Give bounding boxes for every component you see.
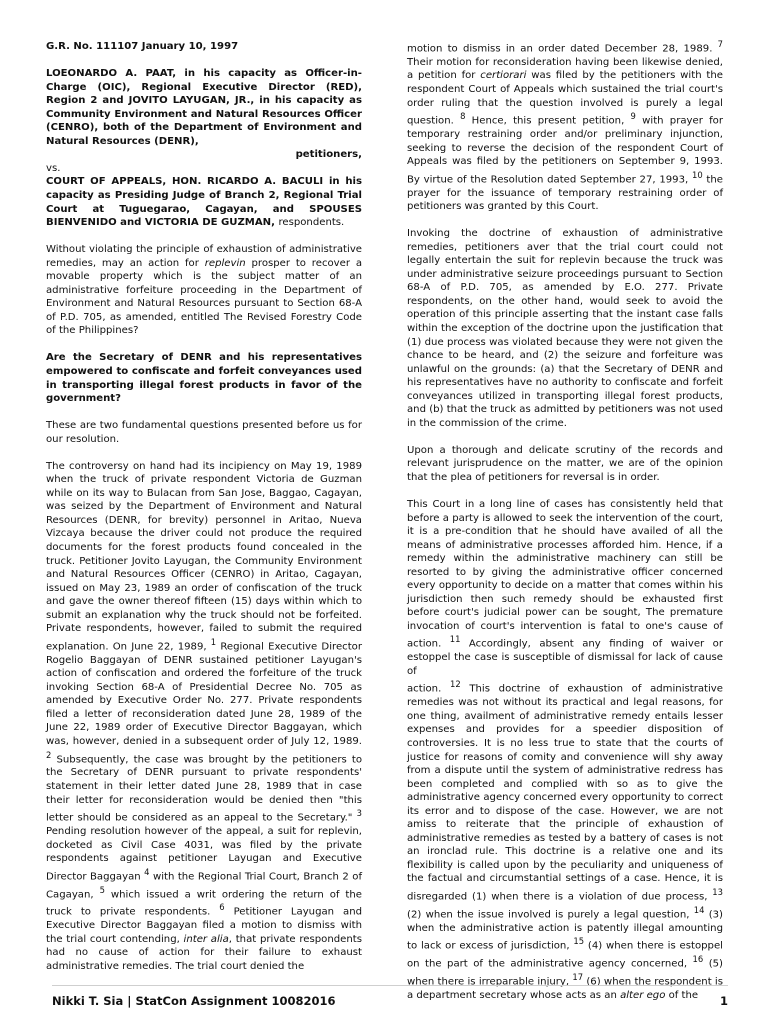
- doctrine-paragraph: This Court in a long line of cases has consistently held that before a party is allowed to seek the intervention of the court, it is a pre-condition that he should have availed of all the means of administrative processes afforded him. Hence, if a remedy within the administrative machinery can still be resorted to by giving the administrative officer concerned every opportunity to decide on a matter that comes within his jurisdiction then such remedy should be exhausted first before court's judicial power can be sought, The premature invocation of court's intervention is fatal to one's cause of action. $^{11}$ Accordingly, absent any finding of waiver or estoppel the case is susceptible of dismissal for lack of cause of: [407, 498, 723, 677]
- question-two: Are the Secretary of DENR and his representatives empowered to confiscate and forfeit conveyances used in transporting illegal forest products in favor of the government?: [46, 352, 362, 405]
- opinion-paragraph: Upon a thorough and delicate scrutiny of the records and relevant jurisprudence on the matter, we are of the opinion that the plea of petitioners for reversal is in order.: [407, 444, 723, 483]
- page-footer: [52, 985, 728, 1008]
- left-column: [46, 40, 363, 973]
- facts-paragraph: The controversy on hand had its incipiency on May 19, 1989 when the truck of private respondent Victoria de Guzman while on its way to Bulacan from San Jose, Baggao, Cagayan, was seized by the Department of Environment and Natural Resources (DENR, for brevity) personnel in Aritao, Nueva Vizcaya because the driver could not produce the required documents for the forest products found concealed in the truck. Petitioner Jovito Layugan, the Community Environment and Natural Resources Officer (CENRO) in Aritao, Cagayan, issued on May 23, 1989 an order of confiscation of the truck and gave the owner thereof fifteen (15) days within which to submit an explanation why the truck should not be forfeited. Private respondents, however, failed to submit the required explanation. On June 22, 1989, $^1$ Regional Executive Director Rogelio Baggayan of DENR sustained petitioner Layugan's action of confiscation and ordered the forfeiture of the truck invoking Section 68-A of Presidential Decree No. 705 as amended by Executive Order No. 277. Private respondents filed a letter of reconsideration dated June 28, 1989 of the June 22, 1989 order of Executive Director Baggayan, which was, however, denied in a subsequent order of July 12, 1989. $^2$ Subsequently, the case was brought by the petitioners to the Secretary of DENR pursuant to private respondents' statement in their letter dated June 28, 1989 that in case their letter for reconsideration would be denied then "this letter should be considered as an appeal to the Secretary." $^3$ Pending resolution however of the appeal, a suit for replevin, docketed as Civil Case 4031, was filed by the private respondents against petitioner Layugan and Executive Director Baggayan $^4$ with the Regional Trial Court, Branch 2 of Cagayan, $^5$ which issued a writ ordering the return of the truck to private respondents. $^6$ Petitioner Layugan and Executive Director Baggayan filed a motion to dismiss with the trial court contending, inter alia, that private respondents had no cause of action for their failure to exhaust administrative remedies. The trial court denied the: [46, 460, 362, 973]
- procedural-history-paragraph: motion to dismiss in an order dated December 28, 1989. $^7$ Their motion for reconsideration having been likewise denied, a petition for certiorari was filed by the petitioners with the respondent Court of Appeals which sustained the trial court's order ruling that the question involved is purely a legal question. $^8$ Hence, this present petition, $^9$ with prayer for temporary restraining order and/or preliminary injunction, seeking to reverse the decision of the respondent Court of Appeals was filed by the petitioners on September 9, 1993. By virtue of the Resolution dated September 27, 1993, $^{10}$ the prayer for the issuance of temporary restraining order of petitioners was granted by this Court.: [407, 39, 723, 213]
- petitioners-tag: petitioners,: [295, 149, 362, 161]
- respondents-block: COURT OF APPEALS, HON. RICARDO A. BACULI in his capacity as Presiding Judge of Branch 2, Regional Trial Court at Tuguegarao, Cagayan, and SPOUSES BIENVENIDO and VICTORIA DE GUZMAN, respondents.: [46, 176, 362, 229]
- resolution-intro: These are two fundamental questions presented before us for our resolution.: [46, 420, 362, 445]
- page-number: 1: [719, 994, 728, 1008]
- exceptions-paragraph: action. $^{12}$ This doctrine of exhaustion of administrative remedies was not without its practical and legal reasons, for one thing, availment of administrative remedy entails lesser expenses and provides for a speedier disposition of controversies. It is no less true to state that the courts of justice for reasons of comity and convenience will shy away from a dispute until the system of administrative redress has been completed and complied with so as to give the administrative agency concerned every opportunity to correct its error and to dispose of the case. However, we are not amiss to reiterate that the principle of exhaustion of administrative remedies as tested by a battery of cases is not an ironclad rule. This doctrine is a relative one and its flexibility is called upon by the peculiarity and uniqueness of the factual and circumstantial settings of a case. Hence, it is disregarded (1) when there is a violation of due process, $^{13}$ (2) when the issue involved is purely a legal question, $^{14}$ (3) when the administrative action is patently illegal amounting to lack or excess of jurisdiction, $^{15}$ (4) when there is estoppel on the part of the administrative agency concerned, $^{16}$ (5) when there is irreparable injury, $^{17}$ (6) when the respondent is a department secretary whose acts as an alter ego of the: [407, 679, 723, 1002]
- versus: vs.: [46, 162, 61, 174]
- case-number: G.R. No. 111107 January 10, 1997: [46, 41, 239, 52]
- right-column: [407, 38, 723, 1002]
- footer-author: Nikki T. Sia | StatCon Assignment 10082016: [52, 994, 336, 1008]
- arguments-paragraph: Invoking the doctrine of exhaustion of administrative remedies, petitioners aver that the trial court could not legally entertain the suit for replevin because the truck was under administrative seizure proceedings pursuant to Section 68-A of P.D. 705, as amended by E.O. 277. Private respondents, on the other hand, would seek to avoid the operation of this principle asserting that the instant case falls within the exception of the doctrine upon the justification that (1) due process was violated because they were not given the chance to be heard, and (2) the seizure and forfeiture was unlawful on the grounds: (a) that the Secretary of DENR and his representatives have no authority to confiscate and forfeit conveyances utilized in transporting illegal forest products, and (b) that the truck as admitted by petitioners was not used in the commission of the crime.: [407, 228, 723, 429]
- petitioners-block: LOEONARDO A. PAAT, in his capacity as Officer-in-Charge (OIC), Regional Executive Director (RED), Region 2 and JOVITO LAYUGAN, JR., in his capacity as Community Environment and Natural Resources Officer (CENRO), both of the Department of Environment and Natural Resources (DENR),: [46, 68, 362, 147]
- question-one: Without violating the principle of exhaustion of administrative remedies, may an action for replevin prosper to recover a movable property which is the subject matter of an administrative forfeiture proceeding in the Department of Environment and Natural Resources pursuant to Section 68-A of P.D. 705, as amended, entitled The Revised Forestry Code of the Philippines?: [46, 244, 363, 337]
